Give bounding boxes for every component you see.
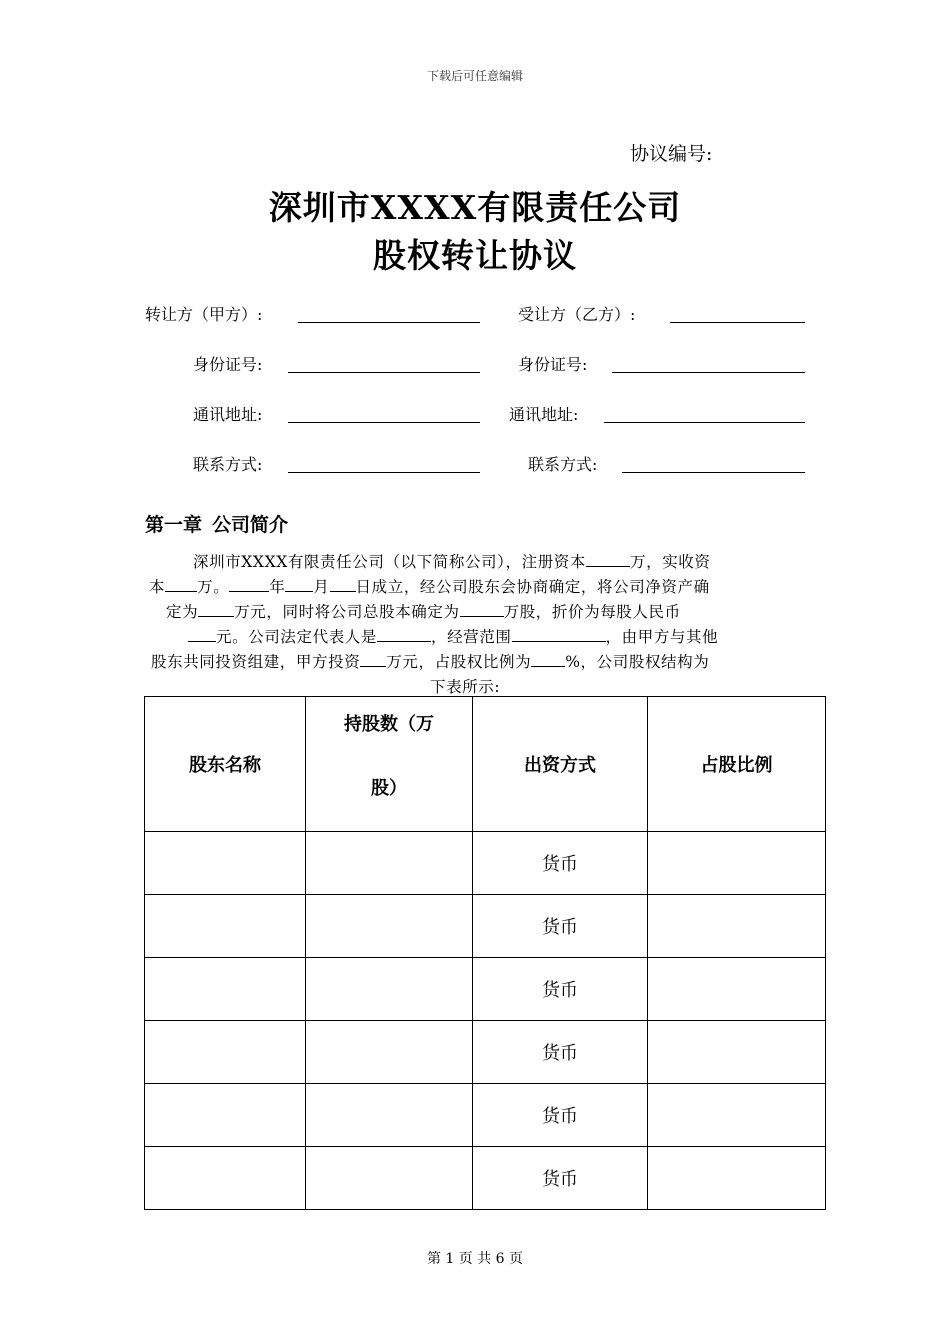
contact-label-b: 联系方式: (528, 455, 598, 474)
footer-total-pages: 6 (495, 1251, 505, 1267)
intro-text: 定为 (166, 603, 199, 621)
cell-share-ratio (648, 1147, 826, 1210)
blank (229, 577, 269, 592)
blank (360, 652, 386, 667)
intro-line-4 (188, 625, 718, 647)
header-shares-held-line2: 股） (371, 778, 407, 799)
intro-text: 本 (149, 578, 166, 596)
cell-share-ratio (648, 1084, 826, 1147)
intro-text: 深圳市XXXX有限责任公司（以下简称公司），注册资本 (193, 553, 586, 571)
cell-contribution-method: 货币 (473, 1084, 648, 1147)
intro-line-6: 下表所示: (430, 678, 501, 696)
chapter-title: 公司简介 (212, 514, 289, 536)
footer-prefix: 第 (426, 1251, 441, 1267)
cell-share-ratio (648, 832, 826, 895)
id-label-b: 身份证号: (518, 355, 588, 374)
intro-line-2 (149, 575, 710, 597)
intro-text: 万元，同时将公司总股本确定为 (234, 603, 460, 621)
intro-line-1 (193, 550, 711, 572)
intro-text: 万，实收资 (630, 553, 711, 571)
table-row (145, 1147, 826, 1210)
table-row (145, 1084, 826, 1147)
intro-text: ，由甲方与其他 (605, 628, 719, 646)
intro-line-3 (166, 600, 681, 622)
cell-shareholder-name (145, 895, 306, 958)
footer-suffix: 页 (509, 1251, 524, 1267)
address-label-b: 通讯地址: (509, 405, 579, 424)
table-row (145, 1021, 826, 1084)
blank (377, 627, 431, 642)
footer-page-number: 1 (445, 1251, 455, 1267)
address-label-a: 通讯地址: (193, 405, 263, 424)
blank (586, 552, 630, 567)
cell-shares-held (306, 1021, 473, 1084)
address-blank-a (288, 422, 480, 423)
intro-text: 元。公司法定代表人是 (216, 628, 378, 646)
cell-share-ratio (648, 1021, 826, 1084)
intro-line-5 (151, 650, 709, 672)
cell-shareholder-name (145, 1147, 306, 1210)
header-shares-held-line1: 持股数（万 (344, 714, 434, 735)
blank (285, 577, 313, 592)
cell-shareholder-name (145, 958, 306, 1021)
cell-shares-held (306, 1147, 473, 1210)
cell-share-ratio (648, 958, 826, 1021)
cell-shareholder-name (145, 1021, 306, 1084)
table-row (145, 895, 826, 958)
transferor-label: 转让方（甲方）: (145, 305, 263, 324)
blank (188, 627, 216, 642)
transferee-blank (670, 322, 805, 323)
cell-shares-held (306, 895, 473, 958)
blank (330, 577, 356, 592)
cell-shares-held (306, 1084, 473, 1147)
cell-contribution-method: 货币 (473, 958, 648, 1021)
intro-text: 日成立，经公司股东会协商确定，将公司净资产确 (355, 578, 710, 596)
cell-contribution-method: 货币 (473, 1021, 648, 1084)
intro-text: 月 (313, 578, 330, 596)
intro-text: 万股，折价为每股人民币 (503, 603, 681, 621)
header-shareholder-name: 股东名称 (145, 697, 306, 832)
header-note: 下载后可任意编辑 (426, 69, 523, 83)
cell-shareholder-name (145, 1084, 306, 1147)
cell-shares-held (306, 958, 473, 1021)
transferor-blank (298, 322, 480, 323)
chapter-number: 第一章 (145, 514, 203, 536)
intro-text: 股东共同投资组建，甲方投资 (151, 653, 361, 671)
blank (165, 577, 197, 592)
cell-shares-held (306, 832, 473, 895)
contact-blank-a (288, 472, 480, 473)
blank (531, 652, 565, 667)
page-footer (0, 1248, 950, 1268)
blank (512, 627, 606, 642)
blank (460, 602, 504, 617)
intro-text: %，公司股权结构为 (565, 653, 710, 671)
shareholding-table (144, 696, 826, 1210)
document-title-agreement: 股权转让协议 (373, 236, 577, 275)
agreement-number-label: 协议编号: (630, 143, 713, 165)
cell-contribution-method: 货币 (473, 895, 648, 958)
id-blank-a (288, 372, 480, 373)
intro-text: ，经营范围 (431, 628, 512, 646)
table-row (145, 832, 826, 895)
table-header-row (145, 697, 826, 832)
intro-text: 万。 (197, 578, 230, 596)
transferee-label: 受让方（乙方）: (518, 305, 636, 324)
intro-text: 年 (269, 578, 286, 596)
table-row (145, 958, 826, 1021)
cell-contribution-method: 货币 (473, 832, 648, 895)
blank (198, 602, 234, 617)
chapter-heading (145, 510, 288, 537)
footer-mid: 页 共 (458, 1251, 492, 1267)
contact-label-a: 联系方式: (193, 455, 263, 474)
cell-contribution-method: 货币 (473, 1147, 648, 1210)
cell-share-ratio (648, 895, 826, 958)
contact-blank-b (622, 472, 805, 473)
header-shares-held (306, 697, 473, 832)
address-blank-b (604, 422, 805, 423)
cell-shareholder-name (145, 832, 306, 895)
document-title-company: 深圳市XXXX有限责任公司 (268, 188, 682, 227)
id-label-a: 身份证号: (193, 355, 263, 374)
id-blank-b (612, 372, 805, 373)
intro-text: 万元，占股权比例为 (386, 653, 532, 671)
header-share-ratio: 占股比例 (648, 697, 826, 832)
header-contribution-method: 出资方式 (473, 697, 648, 832)
